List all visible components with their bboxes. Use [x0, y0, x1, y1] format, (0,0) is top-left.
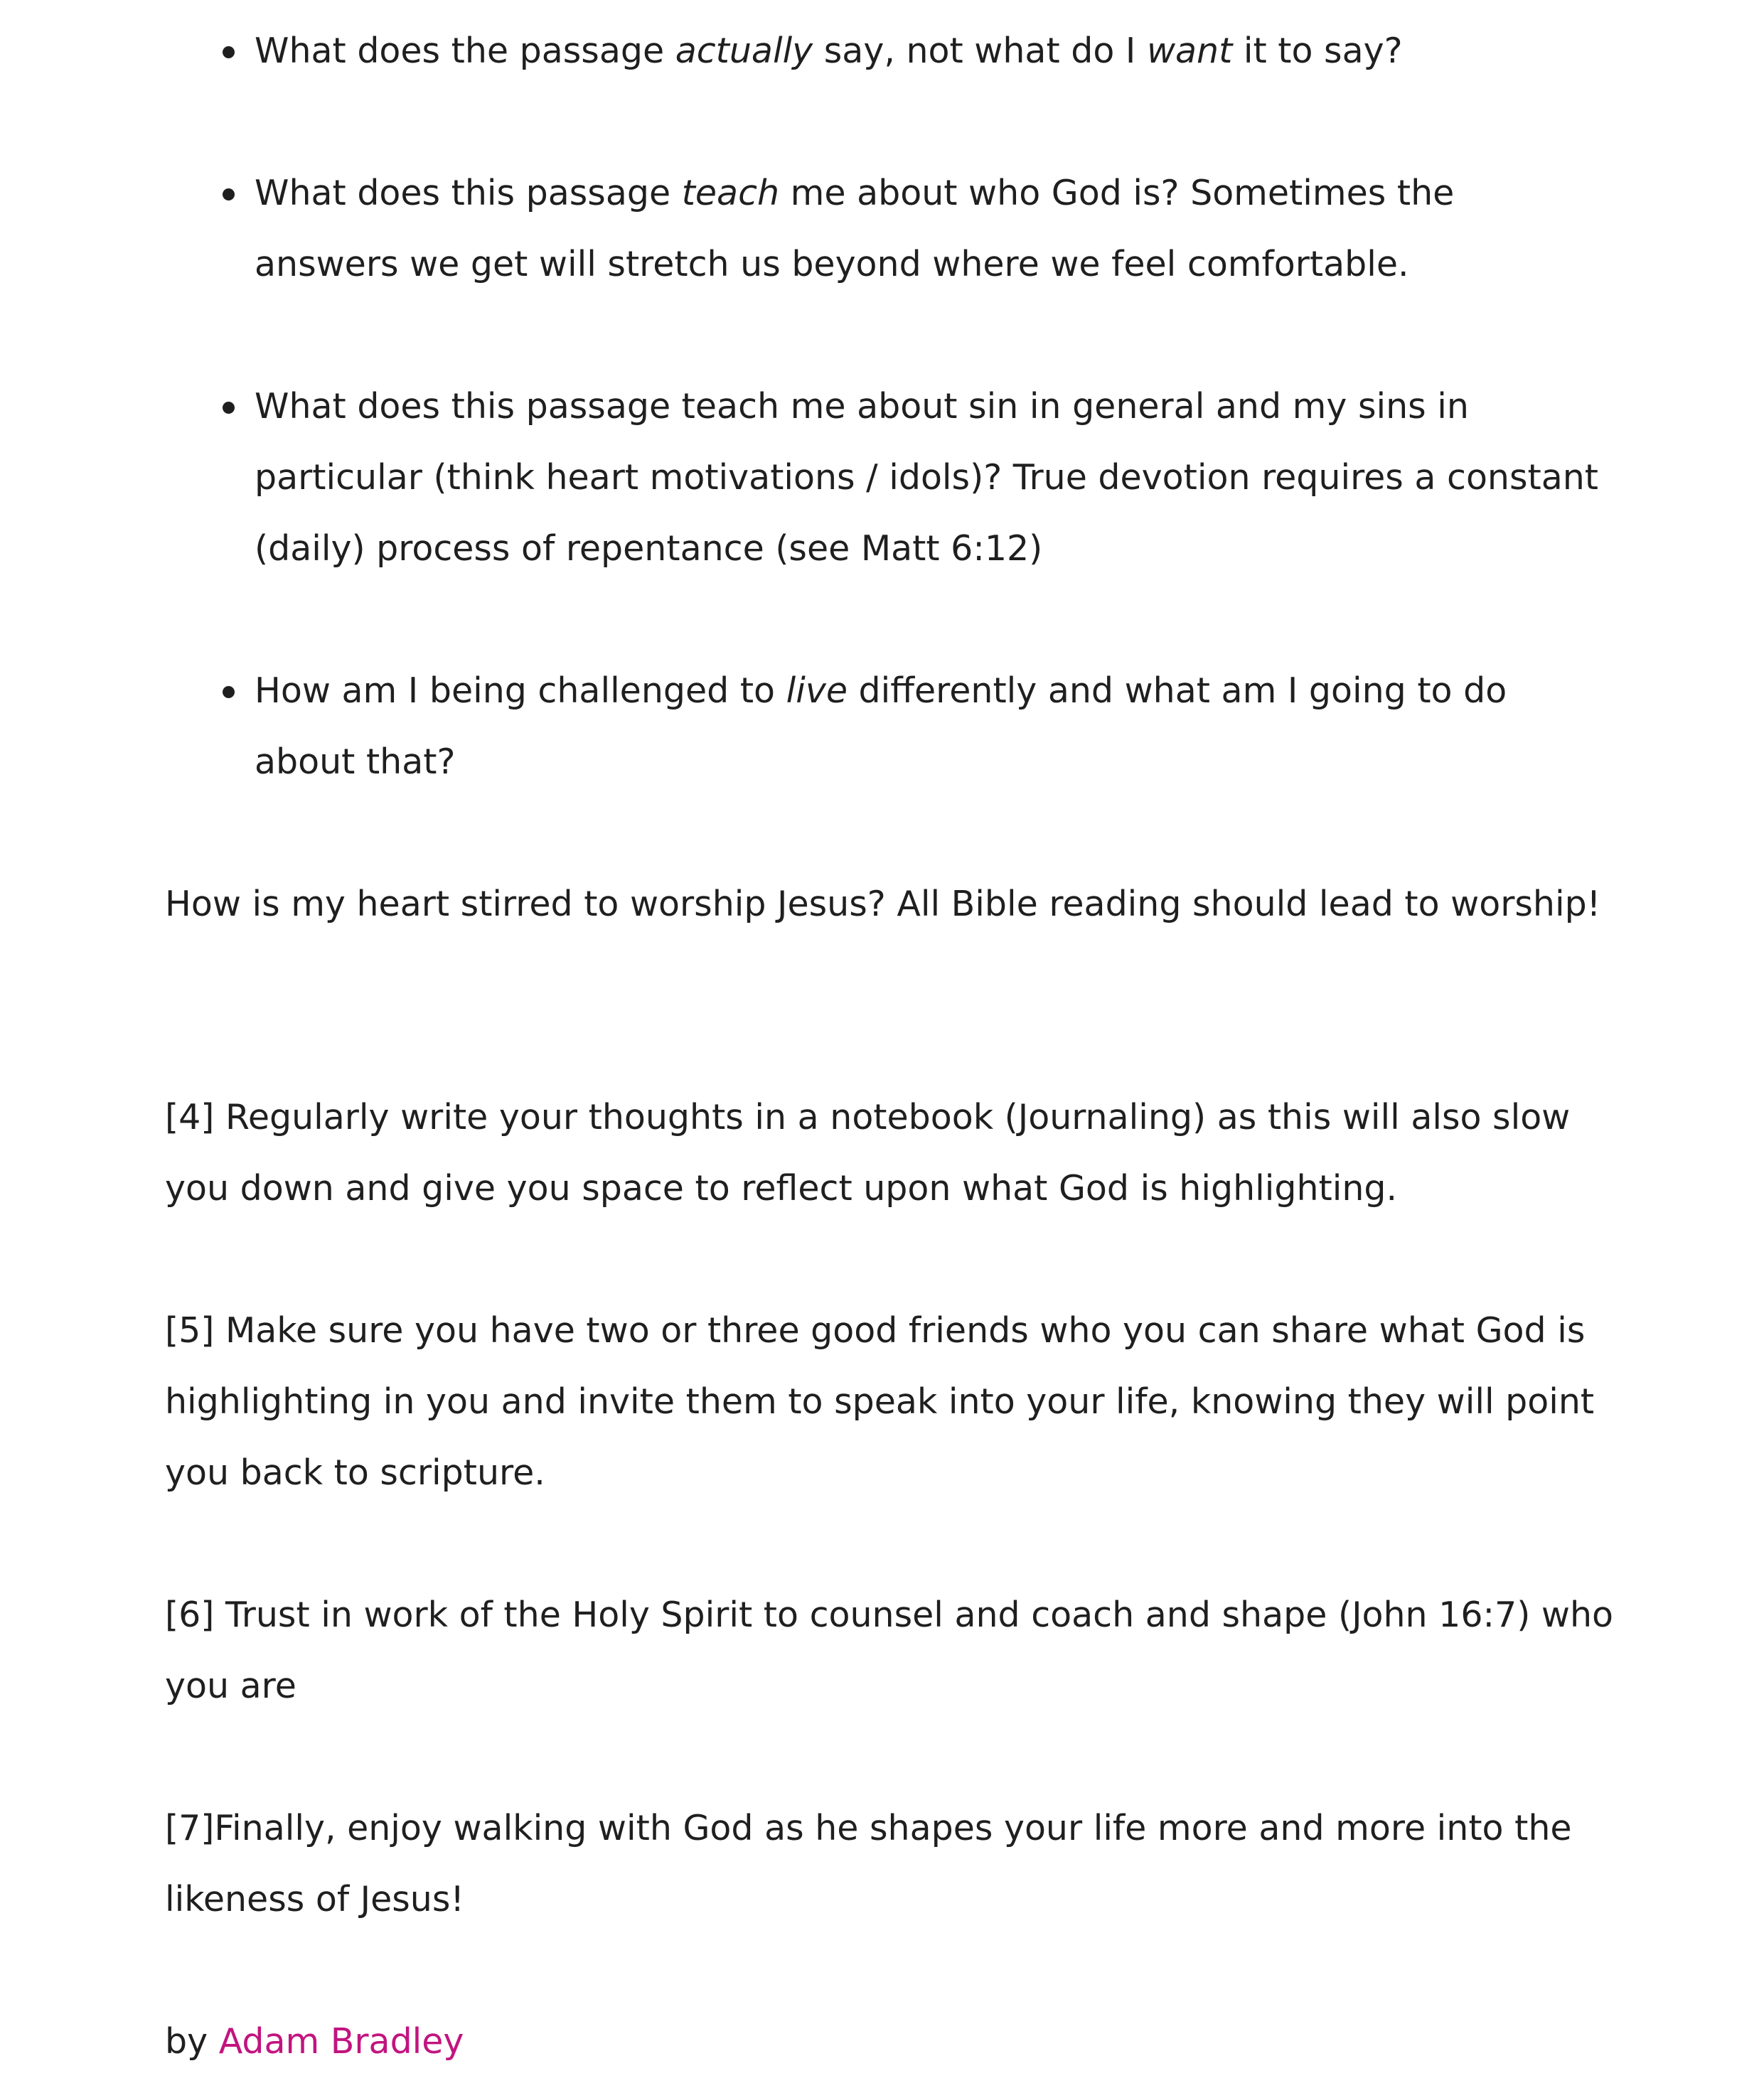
bullet-icon — [223, 188, 235, 200]
bullet-icon — [223, 46, 235, 58]
bullet-text-start: What does the passage — [255, 31, 675, 71]
list-item — [255, 16, 1605, 87]
worship-paragraph: How is my heart stirred to worship Jesus? All Bible reading should lead to worship! — [165, 884, 1601, 924]
bullet-text-end: differently and what am I going to do about that? — [255, 670, 1507, 782]
point-7-paragraph: [7]Finally, enjoy walking with God as he shapes your life more and more into the likeness of Jesus! — [165, 1808, 1572, 1919]
byline-prefix: by — [165, 2021, 219, 2062]
bullet-text-end: it to say? — [1232, 31, 1403, 71]
bullet-emphasis: live — [786, 670, 848, 711]
bullet-icon — [223, 686, 235, 698]
bullet-emphasis: actually — [675, 31, 813, 71]
bullet-text-start: What does this passage — [255, 173, 682, 213]
bullet-emphasis: want — [1146, 31, 1233, 71]
byline — [165, 2006, 1623, 2077]
list-item — [255, 655, 1605, 798]
bullet-text-end: me about who God is? Sometimes the answers we get will stretch us beyond where we feel comfortable. — [255, 173, 1455, 284]
list-item — [255, 371, 1605, 584]
point-6-paragraph: [6] Trust in work of the Holy Spirit to counsel and coach and shape (John 16:7) who you are — [165, 1595, 1614, 1706]
author-link[interactable]: Adam Bradley — [218, 2021, 464, 2062]
bullet-icon — [223, 402, 235, 414]
point-5-paragraph: [5] Make sure you have two or three good friends who you can share what God is highlighting in you and invite them to speak into your life, knowing they will point you back to scripture. — [165, 1310, 1595, 1493]
list-item — [255, 158, 1605, 300]
bullet-emphasis: teach — [681, 173, 780, 213]
bullet-text-start: How am I being challenged to — [255, 670, 786, 711]
bullet-text-middle: say, not what do I — [813, 31, 1147, 71]
bullet-text: What does this passage teach me about sin in general and my sins in particular (think heart motivations / idols)? True devotion requires a constant (daily) process of repentance (see Matt 6:12) — [255, 386, 1599, 569]
point-4-paragraph: [4] Regularly write your thoughts in a notebook (Journaling) as this will also slow you down and give you space to reflect upon what God is highlighting. — [165, 1097, 1571, 1209]
